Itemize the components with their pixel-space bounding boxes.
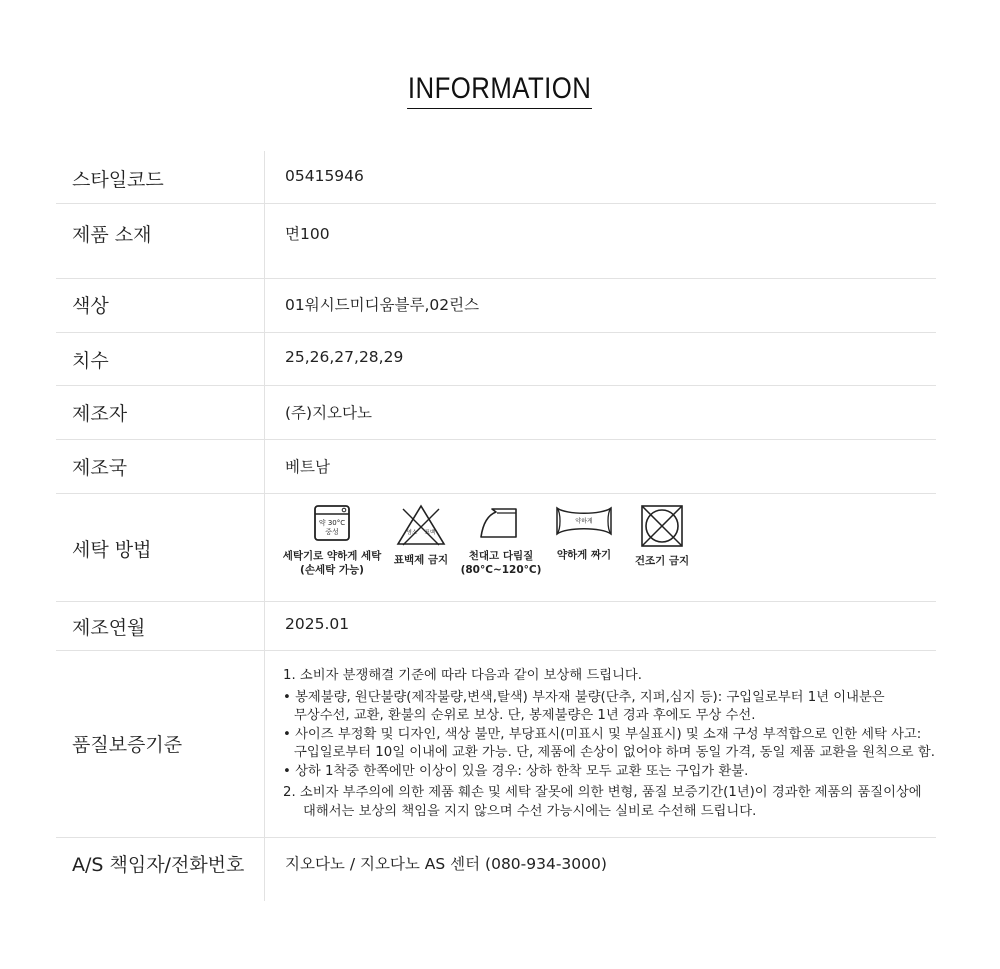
no-bleach-icon bbox=[395, 503, 447, 547]
row-label: A/S 책임자/전화번호 bbox=[72, 854, 245, 876]
row-value: 05415946 bbox=[285, 167, 364, 185]
row-label: 제조연월 bbox=[72, 617, 146, 639]
wring-text: 약하게 bbox=[575, 518, 593, 525]
wash-30-icon bbox=[312, 503, 352, 543]
row-washing bbox=[56, 493, 936, 602]
row-style-code bbox=[56, 151, 936, 204]
row-quality bbox=[56, 650, 936, 838]
row-value: 면100 bbox=[285, 225, 330, 243]
row-value: 베트남 bbox=[285, 458, 330, 476]
row-country bbox=[56, 439, 936, 494]
row-label: 치수 bbox=[72, 350, 109, 372]
row-value: (주)지오다노 bbox=[285, 404, 372, 422]
page-title-wrap bbox=[0, 72, 1000, 109]
wring-gently-icon bbox=[554, 503, 614, 539]
iron-icon bbox=[478, 503, 524, 543]
row-date bbox=[56, 601, 936, 651]
row-label: 제조국 bbox=[72, 457, 128, 479]
bleach-text-1: 염소 bbox=[406, 530, 418, 536]
row-size bbox=[56, 332, 936, 386]
row-value: 01워시드미디움블루,02린스 bbox=[285, 296, 480, 314]
care-caption: 세탁기로 약하게 세탁 bbox=[282, 550, 382, 562]
row-label: 제품 소재 bbox=[72, 224, 152, 246]
quality-line: 2. 소비자 부주의에 의한 제품 훼손 및 세탁 잘못에 의한 변형, 품질 보증기간(1년)이 경과한 제품의 품질이상에 bbox=[283, 785, 922, 800]
care-caption: (손세탁 가능) bbox=[300, 564, 364, 576]
quality-line: 대해서는 보상의 책임을 지지 않으며 수선 가능시에는 실비로 수선해 드립니다. bbox=[303, 803, 757, 819]
row-label: 제조자 bbox=[72, 403, 128, 425]
row-manufacturer bbox=[56, 385, 936, 440]
care-wring bbox=[546, 503, 622, 577]
quality-line: • 사이즈 부정확 및 디자인, 색상 불만, 부당표시(미표시 및 부실표시) 및 소재 구성 부적합으로 인한 세탁 사고: bbox=[283, 726, 922, 742]
row-value: 25,26,27,28,29 bbox=[285, 348, 404, 366]
row-material bbox=[56, 203, 936, 279]
care-caption: 천대고 다림질 bbox=[468, 550, 534, 562]
row-label: 품질보증기준 bbox=[72, 734, 183, 756]
quality-text bbox=[283, 667, 935, 821]
row-label: 세탁 방법 bbox=[72, 539, 152, 561]
no-tumble-dry-icon bbox=[639, 503, 685, 549]
care-iron bbox=[456, 503, 546, 577]
wash-temp-text: 약 30°C bbox=[318, 519, 346, 527]
page-title: INFORMATION bbox=[407, 72, 592, 109]
care-caption: 표백제 금지 bbox=[393, 554, 449, 566]
row-value: 지오다노 / 지오다노 AS 센터 (080-934-3000) bbox=[285, 855, 607, 873]
care-caption: 건조기 금지 bbox=[634, 555, 690, 567]
row-color bbox=[56, 278, 936, 333]
care-bleach bbox=[386, 503, 456, 577]
quality-line: • 봉제불량, 원단불량(제작불량,변색,탈색) 부자재 불량(단추, 지퍼,심지 등): 구입일로부터 1년 이내분은 bbox=[283, 689, 885, 705]
row-label: 스타일코드 bbox=[72, 169, 164, 191]
quality-line: 구입일로부터 10일 이내에 교환 가능. 단, 제품에 손상이 없어야 하며 동일 가격, 동일 제품 교환을 원칙으로 함. bbox=[294, 745, 935, 760]
wash-detergent-text: 중성 bbox=[325, 528, 339, 536]
care-icons bbox=[278, 503, 702, 577]
care-wash bbox=[278, 503, 386, 577]
row-as bbox=[56, 837, 936, 901]
quality-line: 무상수선, 교환, 환불의 순위로 보상. 단, 봉제불량은 1년 경과 후에도 무상 수선. bbox=[294, 708, 756, 723]
care-caption: (80°C~120°C) bbox=[460, 564, 542, 576]
row-value: 2025.01 bbox=[285, 615, 350, 633]
row-label: 색상 bbox=[72, 295, 109, 317]
quality-line: 1. 소비자 분쟁해결 기준에 따라 다음과 같이 보상해 드립니다. bbox=[283, 668, 643, 683]
quality-line: • 상하 1착중 한쪽에만 이상이 있을 경우: 상하 한착 모두 교환 또는 구입가 환불. bbox=[283, 763, 749, 779]
info-table bbox=[56, 151, 936, 901]
care-dry bbox=[622, 503, 702, 577]
care-caption: 약하게 짜기 bbox=[556, 549, 612, 561]
bleach-text-2: 표백 bbox=[424, 530, 436, 536]
